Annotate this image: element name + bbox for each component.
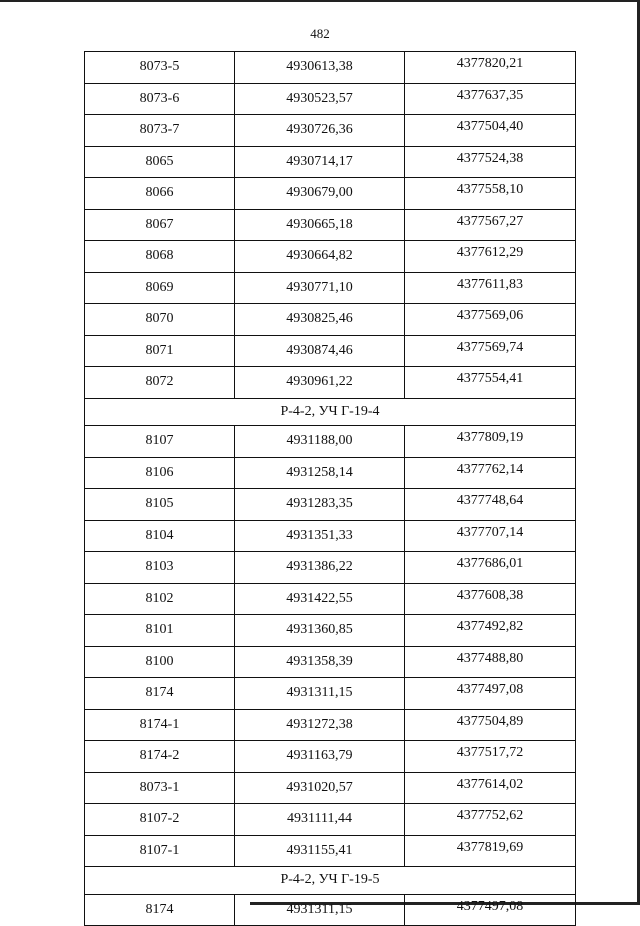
table-row xyxy=(85,209,576,241)
table-row xyxy=(85,709,576,741)
table-row xyxy=(85,489,576,521)
table-row xyxy=(85,426,576,458)
point-id-cell: 8107-1 xyxy=(85,835,235,867)
point-id-cell: 8066 xyxy=(85,178,235,210)
y-coordinate-cell: 4377504,40 xyxy=(405,115,576,147)
table-row xyxy=(85,367,576,399)
table-row xyxy=(85,520,576,552)
coordinates-table-body xyxy=(85,52,576,926)
table-row xyxy=(85,772,576,804)
point-id-cell: 8073-7 xyxy=(85,115,235,147)
point-id-cell: 8102 xyxy=(85,583,235,615)
scan-border-top xyxy=(0,0,640,2)
y-coordinate-cell: 4377612,29 xyxy=(405,241,576,273)
x-coordinate-cell: 4931111,44 xyxy=(235,804,405,836)
y-coordinate-cell: 4377611,83 xyxy=(405,272,576,304)
y-coordinate-cell: 4377608,38 xyxy=(405,583,576,615)
point-id-cell: 8104 xyxy=(85,520,235,552)
x-coordinate-cell: 4931188,00 xyxy=(235,426,405,458)
point-id-cell: 8073-5 xyxy=(85,52,235,84)
y-coordinate-cell: 4377497,08 xyxy=(405,678,576,710)
point-id-cell: 8174 xyxy=(85,894,235,926)
x-coordinate-cell: 4931163,79 xyxy=(235,741,405,773)
point-id-cell: 8071 xyxy=(85,335,235,367)
point-id-cell: 8107-2 xyxy=(85,804,235,836)
table-row xyxy=(85,241,576,273)
point-id-cell: 8073-1 xyxy=(85,772,235,804)
y-coordinate-cell: 4377686,01 xyxy=(405,552,576,584)
point-id-cell: 8174-1 xyxy=(85,709,235,741)
y-coordinate-cell: 4377524,38 xyxy=(405,146,576,178)
point-id-cell: 8100 xyxy=(85,646,235,678)
y-coordinate-cell: 4377637,35 xyxy=(405,83,576,115)
x-coordinate-cell: 4930613,38 xyxy=(235,52,405,84)
point-id-cell: 8068 xyxy=(85,241,235,273)
table-row xyxy=(85,678,576,710)
x-coordinate-cell: 4930726,36 xyxy=(235,115,405,147)
x-coordinate-cell: 4931283,35 xyxy=(235,489,405,521)
point-id-cell: 8072 xyxy=(85,367,235,399)
x-coordinate-cell: 4931351,33 xyxy=(235,520,405,552)
x-coordinate-cell: 4930714,17 xyxy=(235,146,405,178)
point-id-cell: 8073-6 xyxy=(85,83,235,115)
section-title: Р-4-2, УЧ Г-19-4 xyxy=(85,398,576,426)
point-id-cell: 8106 xyxy=(85,457,235,489)
table-row xyxy=(85,272,576,304)
x-coordinate-cell: 4930664,82 xyxy=(235,241,405,273)
y-coordinate-cell: 4377488,80 xyxy=(405,646,576,678)
point-id-cell: 8103 xyxy=(85,552,235,584)
point-id-cell: 8065 xyxy=(85,146,235,178)
section-header-row xyxy=(85,867,576,895)
x-coordinate-cell: 4930961,22 xyxy=(235,367,405,399)
point-id-cell: 8107 xyxy=(85,426,235,458)
y-coordinate-cell: 4377748,64 xyxy=(405,489,576,521)
x-coordinate-cell: 4931020,57 xyxy=(235,772,405,804)
table-row xyxy=(85,646,576,678)
table-row xyxy=(85,835,576,867)
table-row xyxy=(85,52,576,84)
x-coordinate-cell: 4930771,10 xyxy=(235,272,405,304)
table-row xyxy=(85,335,576,367)
point-id-cell: 8174-2 xyxy=(85,741,235,773)
y-coordinate-cell: 4377517,72 xyxy=(405,741,576,773)
x-coordinate-cell: 4931422,55 xyxy=(235,583,405,615)
point-id-cell: 8070 xyxy=(85,304,235,336)
x-coordinate-cell: 4931272,38 xyxy=(235,709,405,741)
page-number: 482 xyxy=(310,26,330,41)
coordinates-table xyxy=(84,51,576,926)
table-row xyxy=(85,804,576,836)
point-id-cell: 8105 xyxy=(85,489,235,521)
y-coordinate-cell: 4377752,62 xyxy=(405,804,576,836)
point-id-cell: 8101 xyxy=(85,615,235,647)
y-coordinate-cell: 4377614,02 xyxy=(405,772,576,804)
y-coordinate-cell: 4377567,27 xyxy=(405,209,576,241)
y-coordinate-cell: 4377819,69 xyxy=(405,835,576,867)
table-row xyxy=(85,178,576,210)
x-coordinate-cell: 4930874,46 xyxy=(235,335,405,367)
y-coordinate-cell: 4377558,10 xyxy=(405,178,576,210)
y-coordinate-cell: 4377497,08 xyxy=(405,894,576,926)
y-coordinate-cell: 4377809,19 xyxy=(405,426,576,458)
table-row xyxy=(85,146,576,178)
x-coordinate-cell: 4931311,15 xyxy=(235,894,405,926)
x-coordinate-cell: 4930825,46 xyxy=(235,304,405,336)
point-id-cell: 8069 xyxy=(85,272,235,304)
y-coordinate-cell: 4377554,41 xyxy=(405,367,576,399)
y-coordinate-cell: 4377492,82 xyxy=(405,615,576,647)
x-coordinate-cell: 4931386,22 xyxy=(235,552,405,584)
point-id-cell: 8067 xyxy=(85,209,235,241)
table-row xyxy=(85,304,576,336)
table-row xyxy=(85,552,576,584)
x-coordinate-cell: 4931155,41 xyxy=(235,835,405,867)
y-coordinate-cell: 4377820,21 xyxy=(405,52,576,84)
x-coordinate-cell: 4931258,14 xyxy=(235,457,405,489)
table-row xyxy=(85,457,576,489)
point-id-cell: 8174 xyxy=(85,678,235,710)
table-row xyxy=(85,615,576,647)
section-header-row xyxy=(85,398,576,426)
y-coordinate-cell: 4377569,06 xyxy=(405,304,576,336)
x-coordinate-cell: 4931311,15 xyxy=(235,678,405,710)
table-row xyxy=(85,583,576,615)
table-row xyxy=(85,115,576,147)
y-coordinate-cell: 4377569,74 xyxy=(405,335,576,367)
x-coordinate-cell: 4931360,85 xyxy=(235,615,405,647)
x-coordinate-cell: 4930679,00 xyxy=(235,178,405,210)
section-title: Р-4-2, УЧ Г-19-5 xyxy=(85,867,576,895)
x-coordinate-cell: 4930523,57 xyxy=(235,83,405,115)
x-coordinate-cell: 4931358,39 xyxy=(235,646,405,678)
table-row xyxy=(85,741,576,773)
y-coordinate-cell: 4377504,89 xyxy=(405,709,576,741)
table-row xyxy=(85,83,576,115)
table-row xyxy=(85,894,576,926)
x-coordinate-cell: 4930665,18 xyxy=(235,209,405,241)
y-coordinate-cell: 4377707,14 xyxy=(405,520,576,552)
y-coordinate-cell: 4377762,14 xyxy=(405,457,576,489)
